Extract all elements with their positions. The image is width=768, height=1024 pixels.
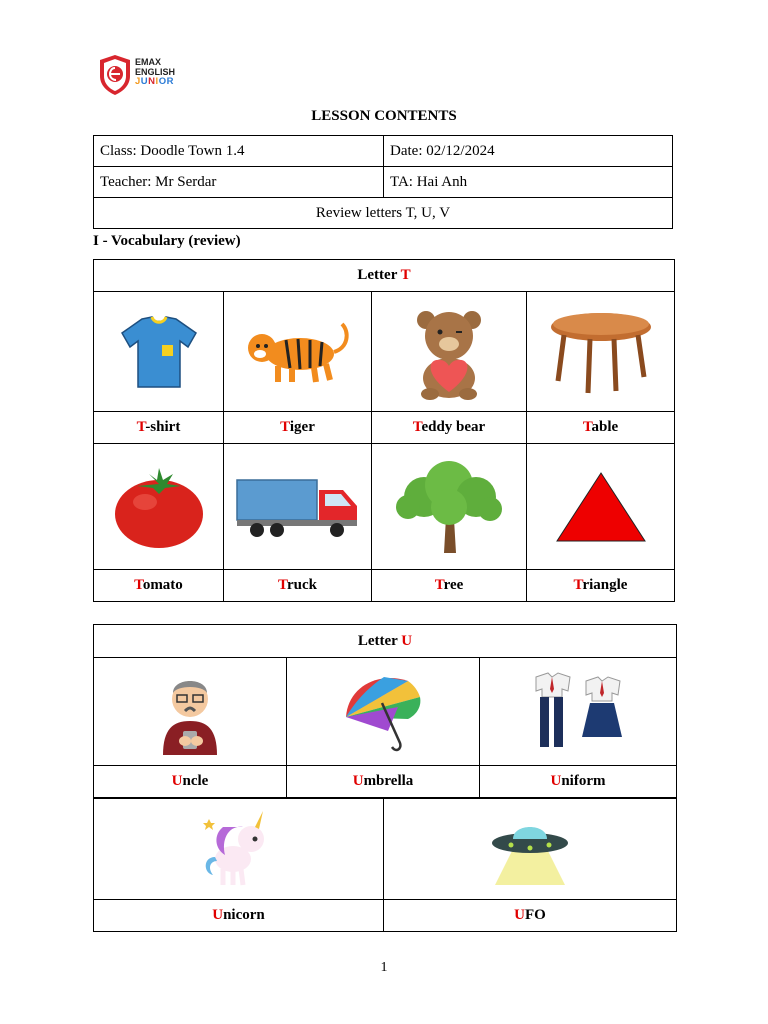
uncle-icon bbox=[155, 667, 225, 757]
word-tomato: Tomato bbox=[94, 570, 224, 602]
truck-icon bbox=[233, 472, 363, 542]
tiger-icon bbox=[238, 312, 358, 392]
word-tshirt: T-shirt bbox=[94, 412, 224, 444]
word-triangle: Triangle bbox=[527, 570, 675, 602]
table-cell bbox=[527, 292, 675, 412]
unicorn-cell bbox=[94, 799, 384, 900]
page-number: 1 bbox=[380, 960, 388, 975]
word-table: Table bbox=[527, 412, 675, 444]
word-tiger: Tiger bbox=[224, 412, 372, 444]
word-uniform: Uniform bbox=[480, 766, 677, 798]
tshirt-icon bbox=[114, 307, 204, 397]
letter-u-table-2 bbox=[93, 798, 677, 932]
logo-line-2: ENGLISH bbox=[135, 67, 176, 77]
ta-cell: TA: Hai Anh bbox=[384, 167, 673, 198]
umbrella-cell bbox=[287, 658, 480, 766]
letter-u-table bbox=[93, 624, 677, 798]
tree-cell bbox=[372, 444, 527, 570]
class-cell: Class: Doodle Town 1.4 bbox=[94, 136, 384, 167]
tomato-icon bbox=[109, 462, 209, 552]
triangle-cell bbox=[527, 444, 675, 570]
tshirt-cell bbox=[94, 292, 224, 412]
lesson-info-table bbox=[93, 135, 673, 229]
word-truck: Truck bbox=[224, 570, 372, 602]
tiger-cell bbox=[224, 292, 372, 412]
word-unicorn: Unicorn bbox=[94, 900, 384, 932]
teddy-bear-icon bbox=[404, 302, 494, 402]
triangle-icon bbox=[551, 467, 651, 547]
unicorn-icon bbox=[199, 809, 279, 889]
table-icon bbox=[546, 307, 656, 397]
uniform-icon bbox=[528, 667, 628, 757]
page-title: LESSON CONTENTS bbox=[311, 108, 457, 124]
teddy-bear-cell bbox=[372, 292, 527, 412]
teacher-cell: Teacher: Mr Serdar bbox=[94, 167, 384, 198]
truck-cell bbox=[224, 444, 372, 570]
uncle-cell bbox=[94, 658, 287, 766]
letter-t-heading: Letter T bbox=[94, 260, 675, 292]
logo-line-1: EMAX bbox=[135, 57, 162, 67]
ufo-cell bbox=[384, 799, 677, 900]
word-uncle: Uncle bbox=[94, 766, 287, 798]
tomato-cell bbox=[94, 444, 224, 570]
ufo-icon bbox=[485, 809, 575, 889]
section-title: I - Vocabulary (review) bbox=[93, 233, 241, 249]
tree-icon bbox=[394, 457, 504, 557]
word-umbrella: Umbrella bbox=[287, 766, 480, 798]
word-ufo: UFO bbox=[384, 900, 677, 932]
word-tree: Tree bbox=[372, 570, 527, 602]
letter-t-table bbox=[93, 259, 675, 602]
date-cell: Date: 02/12/2024 bbox=[384, 136, 673, 167]
letter-u-heading: Letter U bbox=[94, 625, 677, 658]
topic-cell: Review letters T, U, V bbox=[94, 198, 673, 229]
word-teddy-bear: Teddy bear bbox=[372, 412, 527, 444]
uniform-cell bbox=[480, 658, 677, 766]
logo-wordmark bbox=[135, 57, 175, 87]
logo-line-3: JUNIOR bbox=[135, 76, 174, 87]
umbrella-icon bbox=[338, 667, 428, 757]
